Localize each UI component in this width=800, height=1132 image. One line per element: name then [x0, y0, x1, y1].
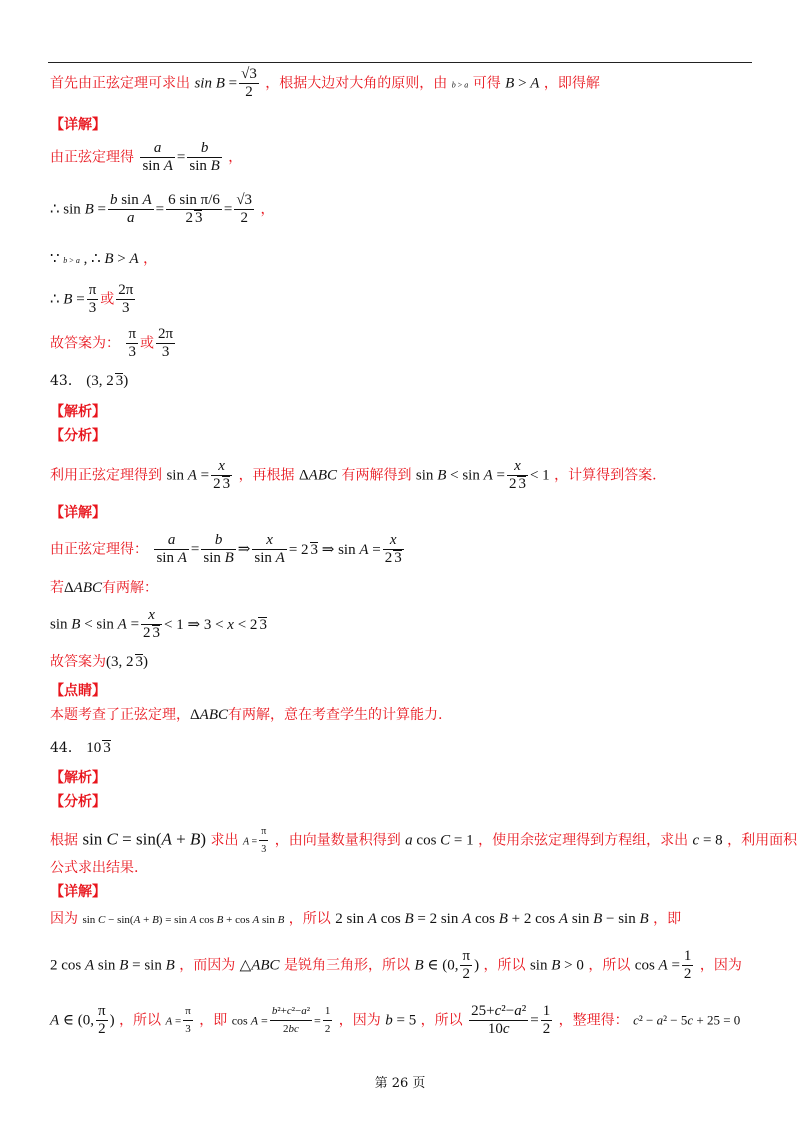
line-answer-42: 故答案为： $\frac{\pi}{3}$ 或 $\frac{2\pi}{3}$	[50, 326, 174, 360]
q43-if-two: 若ΔABC有两解：	[50, 580, 158, 596]
header-rule	[48, 62, 752, 63]
section-tag-analysis: 【解析】	[50, 404, 106, 420]
q44-analysis-1: 根据 sin C = sin(A + B) 求出 A = $\frac{\pi}{3}$ ，由向量数量积得到 a cos C = 1 ，使用余弦定理得到方程组，求出 c = 8 ，利用面积	[50, 823, 797, 858]
section-tag-point: 【点睛】	[50, 683, 106, 699]
q44-detail-2: 2 cos A sin B = sin B ，而因为 △ABC 是锐角三角形，所以 B ∈ (0, $\frac{\pi}{2}$ ) ，所以 sin B > 0 ，所以 cos A = $\frac{1}{2}$ ，因为	[50, 948, 742, 982]
q43-inequality: sin B < sin A = $\frac{x}{2 3}$ < 1 ⇒ 3 < x < 2 3	[50, 607, 267, 641]
line-sine-law: 由正弦定理得 $\frac{a}{\text{sin A}}$ = $\frac{b}{\text{sin B}}$ ，	[50, 140, 243, 174]
q43-sine-law: 由正弦定理得： $\frac{a}{\text{sin A}}$ = $\frac{b}{\text{sin B}}$ ⇒ $\frac{x}{\text{sin A}}$ = 2 3 ⇒ sin A = $\frac{x}{2 3}$	[50, 532, 402, 566]
q43-title: 43． (3, 2 3)	[50, 373, 129, 389]
line-sinB-calc: ∴ sin B = $\frac{\text{b sin A}}{a}$ = $\frac{\text{6 sin π/6}}{2 3}$ = $\frac{√3}{2}$ ，	[50, 192, 275, 226]
section-tag-fenxi-44: 【分析】	[50, 794, 106, 810]
line-1: 首先由正弦定理可求出 sin B = $\frac{√3}{2}$ ，根据大边对大角的原则，由 b > a 可得 B > A ，即得解	[50, 66, 600, 100]
section-tag-fenxi: 【分析】	[50, 428, 106, 444]
section-tag-detail: 【详解】	[50, 117, 106, 133]
section-tag-detail-43: 【详解】	[50, 505, 106, 521]
q44-analysis-2: 公式求出结果.	[50, 860, 139, 876]
page-number: 第 26 页	[374, 1076, 426, 1091]
line-B-value: ∴ B = $\frac{\pi}{3}$ 或 $\frac{2\pi}{3}$	[50, 282, 134, 316]
q44-detail-3: A ∈ (0, $\frac{\pi}{2}$ ) ，所以 A = $\frac{\pi}{3}$ ，即 cos A = $\frac{\text{b²+c²−a²}}{2bc}$ = $\frac{1}{2}$ ，因为 b = 5 ，所以 $\frac{\text{25+c²−a²}}{10c}$ = $\frac{1}{2}$ ，整理得： c² − a² − 5c + 25 = 0	[50, 1003, 741, 1037]
q43-answer: 故答案为(3, 2 3)	[50, 654, 148, 670]
line-since: ∵ b > a , ∴ B > A ，	[50, 251, 158, 267]
q44-title: 44． 10 3	[50, 740, 111, 756]
section-tag-analysis-44: 【解析】	[50, 770, 106, 786]
q43-analysis: 利用正弦定理得到 sin A = $\frac{x}{2 3}$ ，再根据 ΔABC 有两解得到 sin B < sin A = $\frac{x}{2 3}$ < 1 ，计算得到答案.	[50, 458, 657, 492]
section-tag-detail-44: 【详解】	[50, 884, 106, 900]
q43-point: 本题考查了正弦定理，ΔABC有两解，意在考查学生的计算能力.	[50, 707, 443, 723]
q44-detail-1: 因为 sin C − sin(A + B) = sin A cos B + cos A sin B ，所以 2 sin A cos B = 2 sin A cos B + 2 cos A sin B − sin B ，即	[50, 911, 682, 927]
